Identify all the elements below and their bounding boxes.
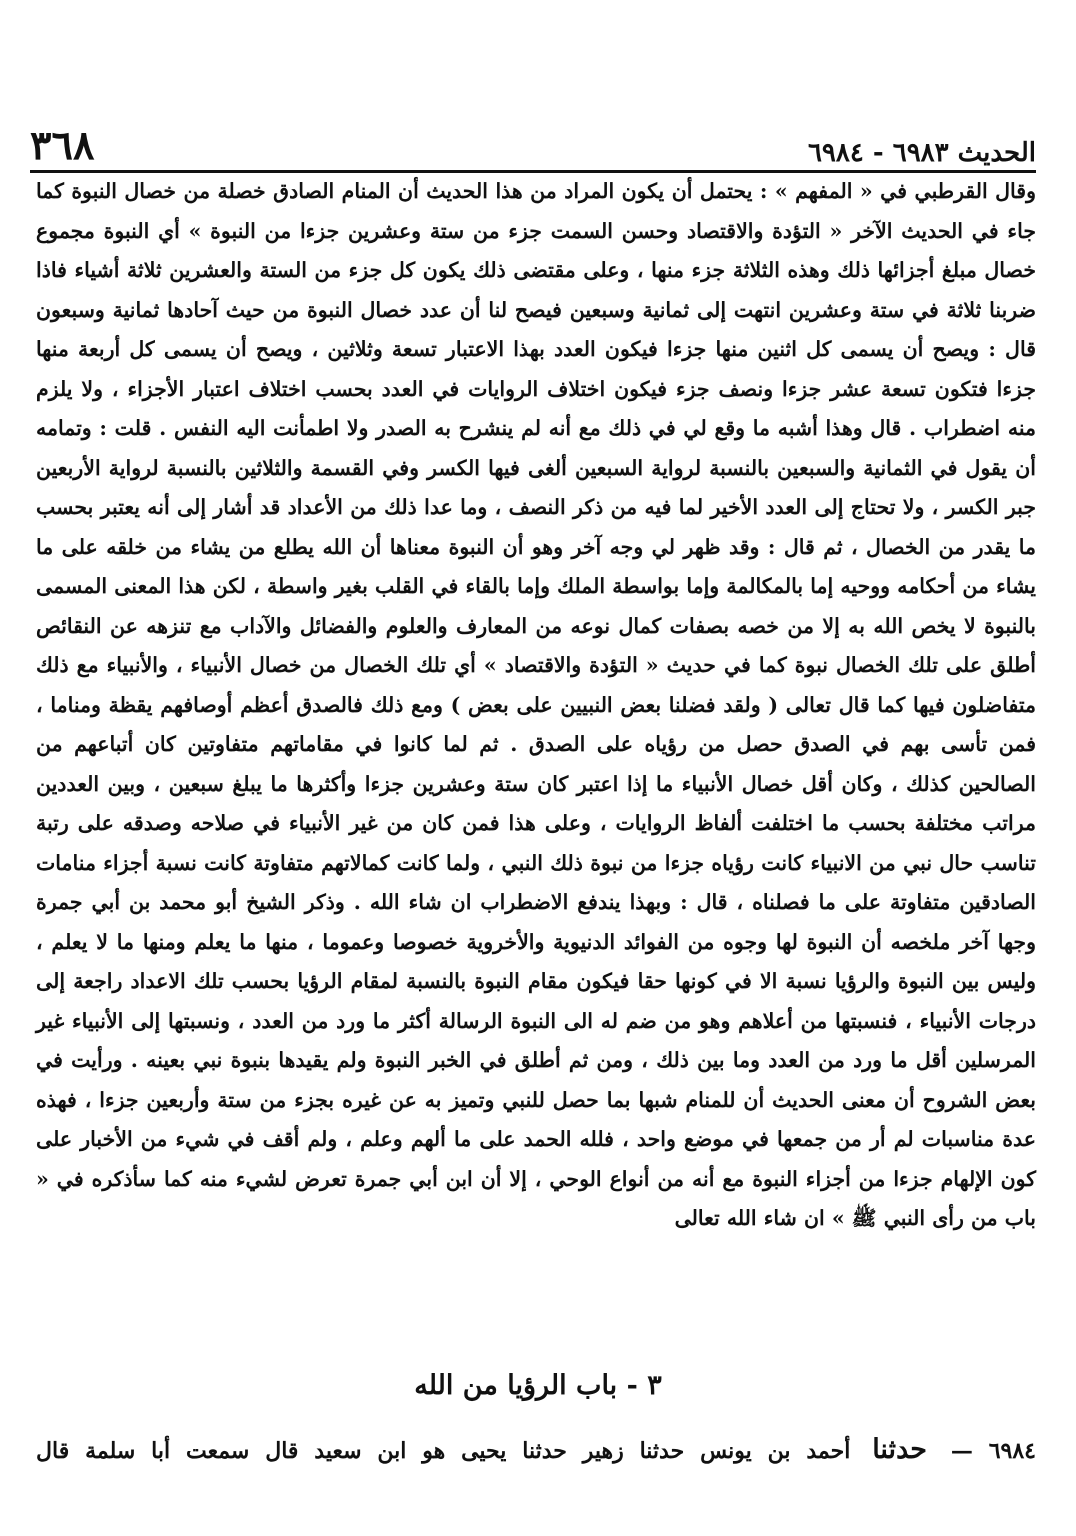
- running-title: الحديث ٦٩٨٣ - ٦٩٨٤: [807, 138, 1036, 168]
- chapter-heading: ٣ - باب الرؤيا من الله: [414, 1370, 662, 1401]
- hadith-number: ٦٩٨٤ —: [950, 1438, 1036, 1464]
- commentary-paragraph: وقال القرطبي في « المفهم » : يحتمل أن يكون المراد من هذا الحديث أن المنام الصادق خصلة من خصال النبوة كما جاء في الحديث الآخر « التؤدة والاقتصاد وحسن السمت جزء من ستة وعشرين جزءا من النبوة » أي النبوة مجموع خصال مبلغ أجزائها ذلك وهذه الثلاثة جزء منها ، وعلى مقتضى ذلك يكون كل جزء من الستة والعشرين ثلاثة أشياء فاذا ضربنا ثلاثة في ستة وعشرين انتهت إلى ثمانية وسبعين فيصح لنا أن عدد خصال النبوة من حيث آحادها ثمانية وسبعون قال : ويصح أن يسمى كل اثنين منها جزءا فيكون العدد بهذا الاعتبار تسعة وثلاثين ، ويصح أن يسمى كل أربعة منها جزءا فتكون تسعة عشر جزءا ونصف جزء فيكون اختلاف الروايات في العدد بحسب اختلاف اعتبار الأجزاء ، ولا يلزم منه اضطراب . قال وهذا أشبه ما وقع لي في ذلك مع أنه لم ينشرح به الصدر ولا اطمأنت اليه النفس . قلت : وتمامه أن يقول في الثمانية والسبعين بالنسبة لرواية السبعين ألغى فيها الكسر وفي القسمة والثلاثين بالنسبة لرواية الأربعين جبر الكسر ، ولا تحتاج إلى العدد الأخير لما فيه من ذكر النصف ، وما عدا ذلك من الأعداد قد أشار إلى أنه يعتبر بحسب ما يقدر من الخصال ، ثم قال : وقد ظهر لي وجه آخر وهو أن النبوة معناها أن الله يطلع من يشاء من خلقه على ما يشاء من أحكامه ووحيه إما بالمكالمة وإما بواسطة الملك وإما بالقاء في القلب بغير واسطة ، لكن هذا المعنى المسمى بالنبوة لا يخص الله به إلا من خصه بصفات كمال نوعه من المعارف والعلوم والفضائل والآداب مع تنزهه عن النقائص أطلق على تلك الخصال نبوة كما في حديث « التؤدة والاقتصاد » أي تلك الخصال من خصال الأنبياء ، والأنبياء مع ذلك متفاضلون فيها كما قال تعالى ( ولقد فضلنا بعض النبيين على بعض ) ومع ذلك فالصدق أعظم أوصافهم يقظة ومناما ، فمن تأسى بهم في الصدق حصل من رؤياه على الصدق . ثم لما كانوا في مقاماتهم متفاوتين كان أتباعهم من الصالحين كذلك ، وكان أقل خصال الأنبياء ما إذا اعتبر كان ستة وعشرين جزءا وأكثرها ما يبلغ سبعين ، وبين العددين مراتب مختلفة بحسب ما اختلفت ألفاظ الروايات ، وعلى هذا فمن كان من غير الأنبياء في صلاحه وصدقه على رتبة تناسب حال نبي من الانبياء كانت رؤياه جزءا من نبوة ذلك النبي ، ولما كانت كمالاتهم متفاوتة كانت نسبة أجزاء منامات الصادقين متفاوتة على ما فصلناه ، قال : وبهذا يندفع الاضطراب ان شاء الله . وذكر الشيخ أبو محمد بن أبي جمرة وجها آخر ملخصه أن النبوة لها وجوه من الفوائد الدنيوية والأخروية خصوصا وعموما ، منها ما يعلم ومنها ما لا يعلم ، وليس بين النبوة والرؤيا نسبة الا في كونها حقا فيكون مقام النبوة بالنسبة لمقام الرؤيا بحسب تلك الاعداد راجعة إلى درجات الأنبياء ، فنسبتها من أعلاهم وهو من ضم له الى النبوة الرسالة أكثر ما ورد من العدد ، ونسبتها إلى الأنبياء غير المرسلين أقل ما ورد من العدد وما بين ذلك ، ومن ثم أطلق في الخبر النبوة ولم يقيدها بنبوة نبي بعينه . ورأيت في بعض الشروح أن معنى الحديث أن للمنام شبها بما حصل للنبي وتميز به عن غيره بجزء من ستة وأربعين جزءا ، فهذه عدة مناسبات لم أر من جمعها في موضع واحد ، فلله الحمد على ما ألهم وعلم ، ولم أقف في شيء من الأخبار على كون الإلهام جزءا من أجزاء النبوة مع أنه من أنواع الوحي ، إلا أن ابن أبي جمرة تعرض لشيء منه كما سأذكره في « باب من رأى النبي ﷺ » ان شاء الله تعالى: [36, 179, 1036, 1230]
- haddathana-word: حدثنا: [872, 1434, 927, 1465]
- commentary-body: [36, 172, 1036, 1239]
- hadith-isnad: أحمد بن يونس حدثنا زهير حدثنا يحيى هو ابن سعيد قال سمعت أبا سلمة قال: [36, 1438, 851, 1464]
- page-number: ٣٦٨: [30, 122, 95, 169]
- page-header: [30, 110, 1036, 173]
- hadith-opening: [36, 1430, 1036, 1471]
